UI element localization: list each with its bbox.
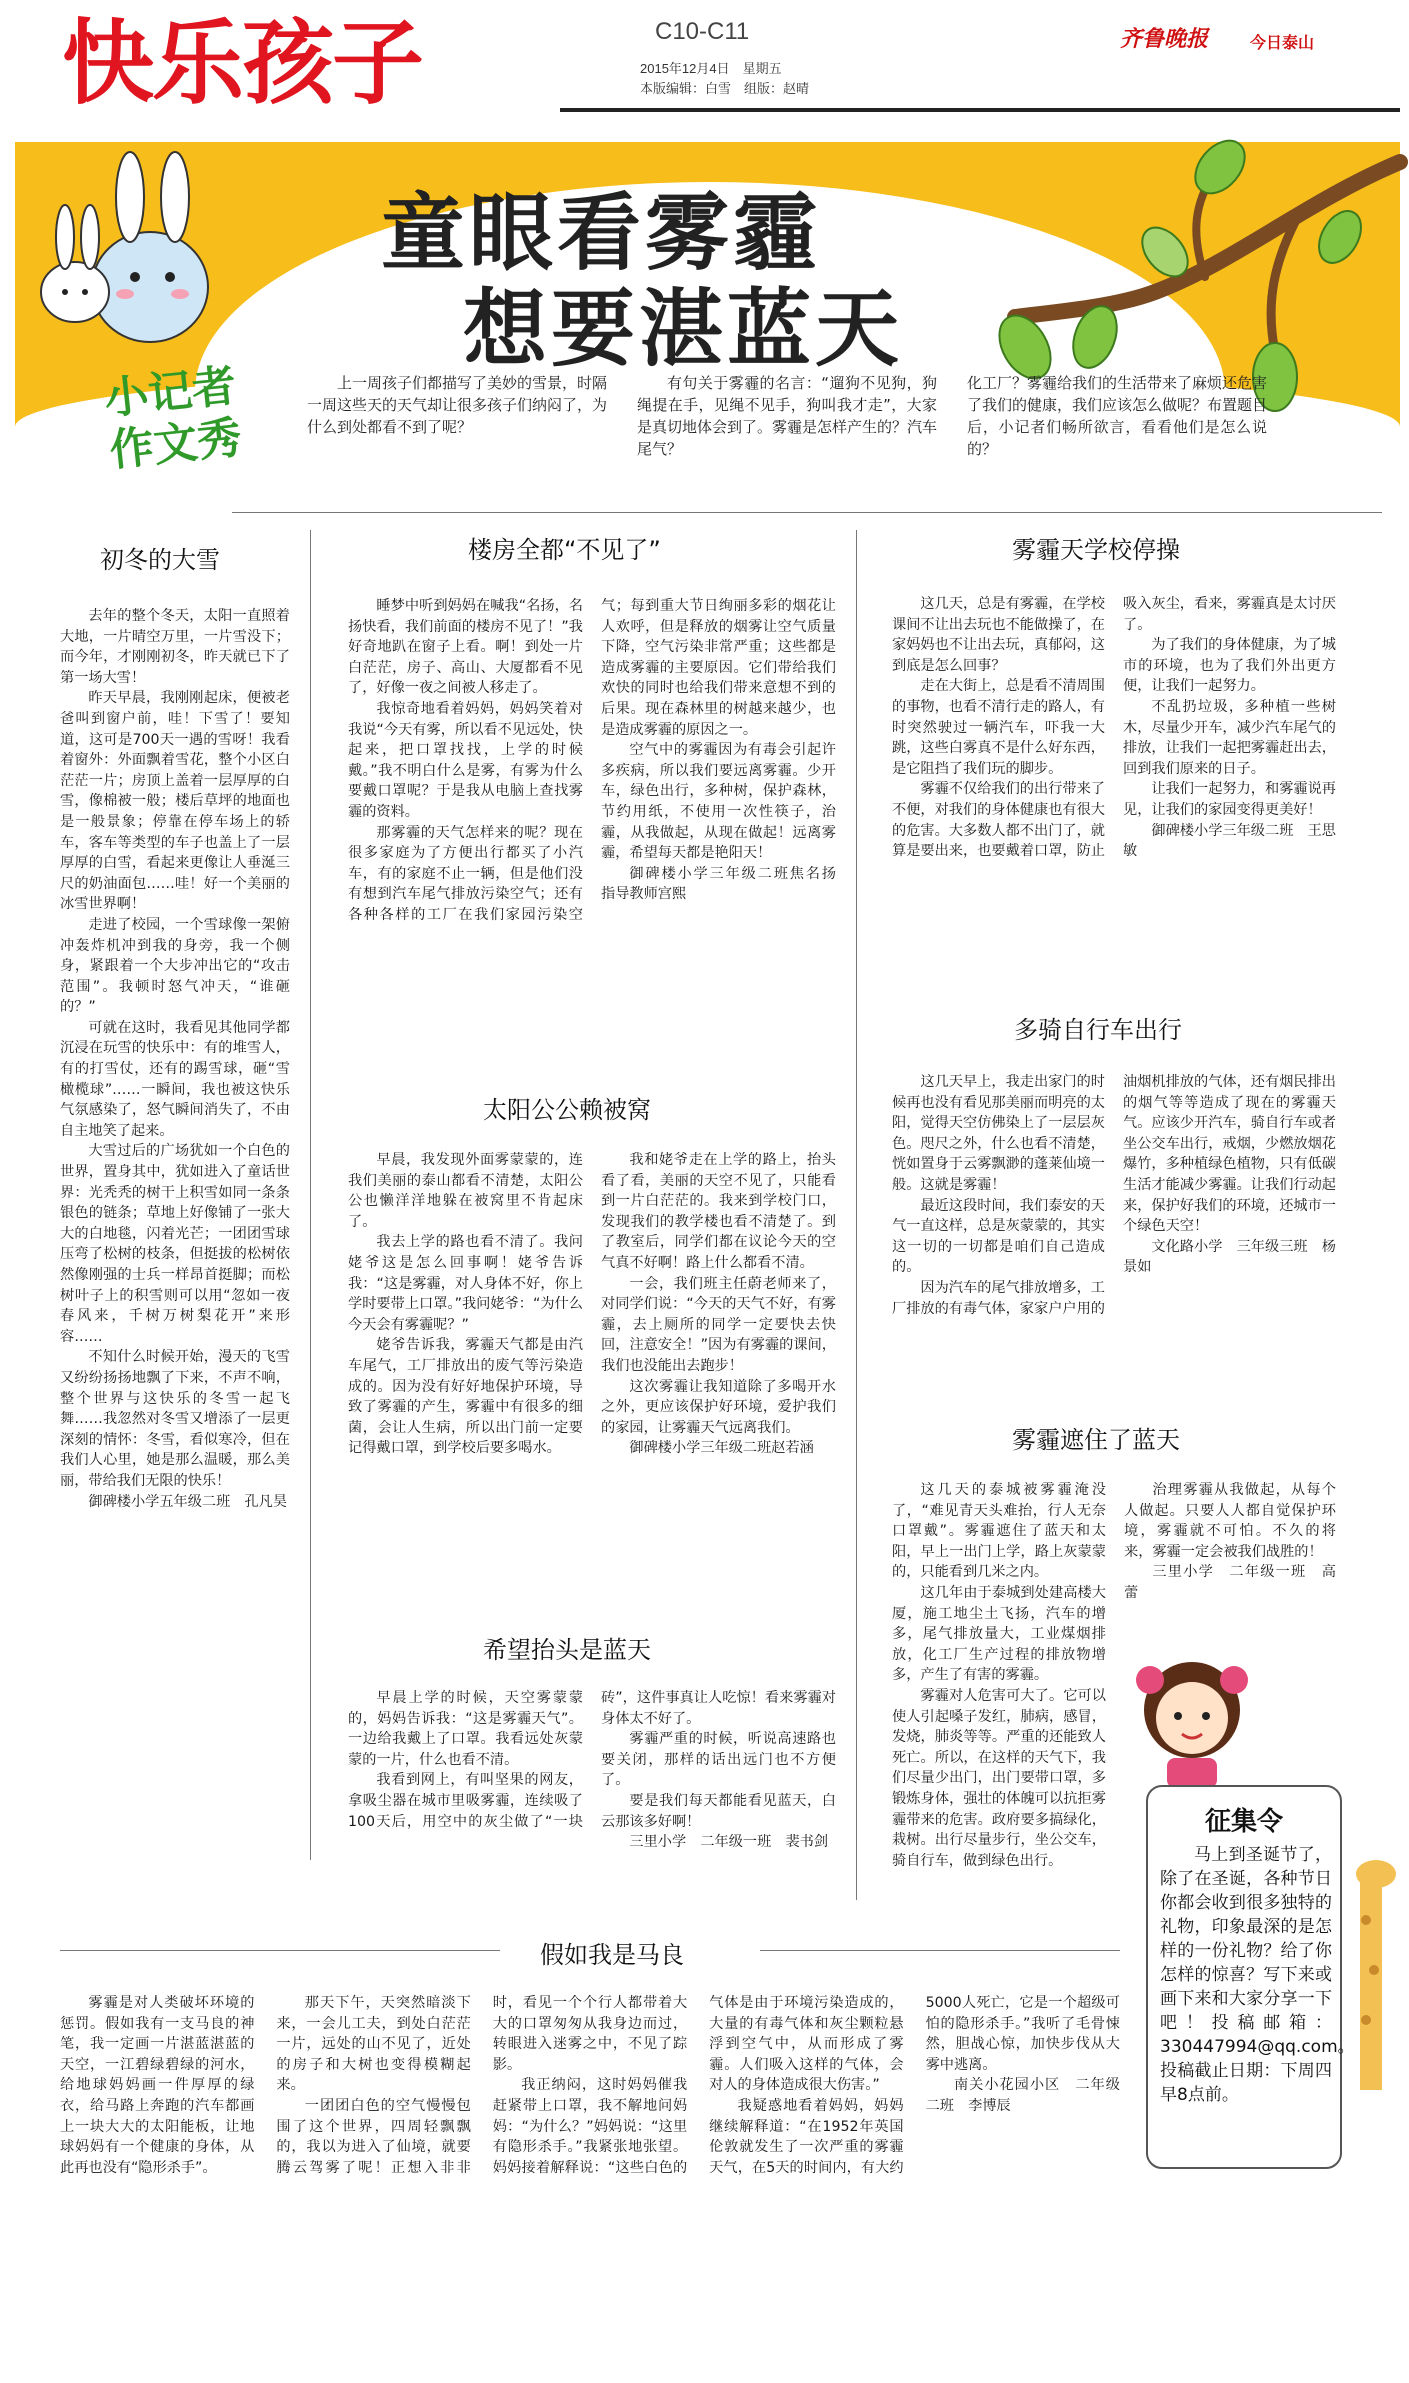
article-byline: 三里小学 二年级一班 高蕾 <box>1124 1564 1336 1601</box>
feature-headline-line2: 想要湛蓝天 <box>463 280 904 378</box>
issue-date: 2015年12月4日 星期五 <box>640 61 782 76</box>
article-body: 睡梦中听到妈妈在喊我“名扬，名扬快看，我们前面的楼房不见了！”我好奇地趴在窗子上看。啊！到处一片白茫茫，房子、高山、大厦都看不见了，好像一夜之间被人移走了。 我惊奇地看着妈妈，妈妈笑着对我说“今天有雾，所以看不见远处，快起来，把口罩找找，上学的时候戴。”我不明白什么是雾，有雾为什么要戴口罩呢？于是我从电脑上查找雾霾的资料。 那雾霾的天气怎样来的呢？现在很多家庭为了方便出行都买了小汽车，有的家庭不止一辆，但是他们没有想到汽车尾气排放污染空气；还有各种各样的工厂在我们家园污染空气；每到重大节日绚丽多彩的烟花让人欢呼，但是释放的烟雾让空气质量下降，空气污染非常严重；这些都是造成雾霾的主要原因。它们带给我们欢快的同时也给我们带来意想不到的后果。现在森林里的树越来越少，也是造成雾霾的原因之一。 空气中的雾霾因为有毒会引起许多疾病，所以我们要远离雾霾。少开车，绿色出行，多种树，保护森林，节约用纸，不使用一次性筷子，治霾，从我做起，从现在做起！远离雾霾，希望每天都是艳阳天！ 御碑楼小学三年级二班焦名扬 指导教师宫熙 <box>348 598 851 923</box>
page-range: C10-C11 <box>655 18 750 45</box>
article-byline: 三里小学 二年级一班 裴书剑 <box>629 1834 829 1851</box>
article-title: 雾霾天学校停操 <box>1012 536 1180 564</box>
column-tag: 小记者 作文秀 <box>101 360 244 477</box>
article-buildings-vanished <box>348 530 851 1060</box>
giraffe-icon <box>1340 1850 1400 2090</box>
article-body: 这几天早上，我走出家门的时候再也没有看见那美丽而明亮的太阳，觉得天空仿佛染上了一层层灰色。咫尺之外，什么也看不清楚，恍如置身于云雾飘渺的蓬莱仙境一般。这就是雾霾！ 最近这段时间，我们泰安的天气一直这样，总是灰蒙蒙的，其实这一切的一切都是咱们自己造成的。 因为汽车的尾气排放增多，工厂排放的有毒气体，家家户户用的油烟机排放的气体，还有烟民排出的烟气等等造成了现在的雾霾天气。应该少开汽车，骑自行车或者坐公交车出行，戒烟，少燃放烟花爆竹，多种植绿色植物，只有低碳生活才能减少雾霾。让我们行动起来，保护好我们的环境，还城市一个绿色天空！ 文化路小学 三年级三班 杨景如 <box>892 1074 1336 1317</box>
notice-body: 马上到圣诞节了，除了在圣诞，各种节日你都会收到很多独特的礼物，印象最深的是怎样的一份礼物？给了你怎样的惊喜？写下来或画下来和大家分享一下吧！投稿邮箱：330447994@qq.com。投稿截止日期：下周四早8点前。 <box>1160 1845 1355 2105</box>
newspaper-logo: 齐鲁晚报 <box>1120 26 1209 52</box>
call-for-submissions <box>1146 1785 1355 2169</box>
intro-paragraph-3: 化工厂？雾霾给我们的生活带来了麻烦还危害了我们的健康，我们应该怎么做呢？布置题目后，小记者们畅所欲言，看看他们是怎么说的？ <box>967 374 1268 458</box>
article-byline: 御碑楼小学五年级二班 孔凡昊 <box>88 1493 288 1510</box>
article-title: 希望抬头是蓝天 <box>483 1636 651 1664</box>
article-byline: 御碑楼小学三年级二班赵若涵 <box>629 1440 814 1457</box>
article-body: 这几天，总是有雾霾，在学校课间不让出去玩也不能做操了，在家妈妈也不让出去玩，真郁闷，这到底是怎么回事？ 走在大街上，总是看不清周围的事物，也看不清行走的路人，有时突然驶过一辆汽车，吓我一大跳，这些白雾真不是什么好东西，是它阻挡了我们玩的脚步。 雾霾不仅给我们的出行带来了不便，对我们的身体健康也有很大的危害。大多数人都不出门了，就算是要出来，也要戴着口罩，防止吸入灰尘，看来，雾霾真是太讨厌了。 为了我们的身体健康，为了城市的环境，也为了我们外出更方便，让我们一起努力。 不乱扔垃圾，多种植一些树木，尽量少开车，减少汽车尾气的排放，让我们一起把雾霾赶出去，回到我们原来的日子。 让我们一起努力，和雾霾说再见，让我们的家园变得更美好！ 御碑楼小学三年级二班 王思敏 <box>892 594 1336 978</box>
article-title: 多骑自行车出行 <box>1014 1016 1182 1044</box>
intro-paragraph-1: 上一周孩子们都描写了美妙的雪景，时隔一周这些天的天气却让很多孩子们纳闷了，为什么到处都看不到了呢？ <box>307 374 608 436</box>
article-byline: 文化路小学 三年级三班 杨景如 <box>1123 1238 1336 1276</box>
article-body-left: 这几天的泰城被雾霾淹没了，“难见青天头难抬，行人无奈口罩戴”。雾霾遮住了蓝天和太阳，早上一出门上学，路上灰蒙蒙的，只能看到几米之内。 这几年由于泰城到处建高楼大厦，施工地尘土飞扬，汽车的增多，尾气排放量大，工业煤烟排放，化工厂生产过程的排放物增多，产生了有害的雾霾。 雾霾对人危害可大了。它可以使人引起嗓子发红，肺病，感冒，发烧，肺炎等等。严重的还能致人死亡。所以，在这样的天气下，我们尽量少出门，出门要带口罩，多锻炼身体，强壮的体魄可以抗拒雾霾带来的危害。政府要多搞绿化，栽树。出行尽量步行，坐公交车，骑自行车，做到绿色出行。 <box>892 1482 1106 1869</box>
article-title: 雾霾遮住了蓝天 <box>1012 1426 1180 1454</box>
article-school-exercise-stopped <box>892 530 1336 980</box>
masthead <box>0 0 1409 140</box>
article-ride-bikes <box>892 1010 1336 1390</box>
column-rule-2 <box>856 530 857 1900</box>
page-bottom-margin <box>0 2348 1409 2383</box>
masthead-rule <box>560 108 1400 112</box>
notice-title: 征集令 <box>1204 1807 1283 1837</box>
article-title: 假如我是马良 <box>540 1941 684 1969</box>
article-byline: 御碑楼小学三年级二班焦名扬 指导教师宫熙 <box>601 865 851 903</box>
article-byline: 御碑楼小学三年级二班 王思敏 <box>1123 822 1336 860</box>
feature-banner <box>15 142 1400 512</box>
article-byline: 南关小花园小区 二年级二班 李博辰 <box>925 2077 1120 2114</box>
article-title: 太阳公公赖被窝 <box>483 1096 651 1124</box>
editor-credit: 本版编辑：白雪 组版：赵晴 <box>640 81 810 96</box>
article-hope-blue-sky <box>348 1630 836 1910</box>
article-body: 早晨上学的时候，天空雾蒙蒙的，妈妈告诉我：“这是雾霾天气”。一边给我戴上了口罩。我看远处灰蒙蒙的一片，什么也看不清。 我看到网上，有叫坚果的网友，拿吸尘器在城市里吸雾霾，连续吸了100天后，用空中的灰尘做了“一块砖”，这件事真让人吃惊！看来雾霾对身体太不好了。 雾霾严重的时候，听说高速路也要关闭，那样的话出远门也不方便了。 要是我们每天都能看见蓝天，白云那该多好啊！ 三里小学 二年级一班 裴书剑 <box>348 1688 836 1908</box>
article-title: 楼房全都“不见了” <box>468 536 661 564</box>
article-title: 初冬的大雪 <box>100 546 220 574</box>
article-body-right: 治理雾霾从我做起，从每个人做起。只要人人都自觉保护环境，雾霾就不可怕。不久的将来，雾霾一定会被我们战胜的！ 三里小学 二年级一班 高蕾 <box>1124 1480 1336 1680</box>
bunny-mascot-icon <box>35 152 265 352</box>
intro-paragraph-2: 有句关于雾霾的名言：“遛狗不见狗，狗绳提在手，见绳不见手，狗叫我才走”，大家是真切地体会到了。雾霾是怎样产生的？汽车尾气？ <box>637 374 938 458</box>
article-body: 早晨，我发现外面雾蒙蒙的，连我们美丽的泰山都看不清楚，太阳公公也懒洋洋地躲在被窝里不肯起床了。 我去上学的路也看不清了。我问姥爷这是怎么回事啊！姥爷告诉我：“这是雾霾，对人身体不好，你上学时要带上口罩。”我问姥爷：“为什么今天会有雾霾呢？” 姥爷告诉我，雾霾天气都是由汽车尾气，工厂排放出的废气等污染造成的。因为没有好好地保护环境，导致了雾霾的产生，雾霾中有很多的细菌，会让人生病，所以出门前一定要记得戴口罩，到学校后要多喝水。 我和姥爷走在上学的路上，抬头看了看，美丽的天空不见了，只能看到一片白茫茫的。我来到学校门口，发现我们的教学楼也看不清楚了。到了教室后，同学们都在议论今天的空气真不好啊！路上什么都看不清。 一会，我们班主任蔚老师来了，对同学们说：“今天的天气不好，有雾霾，去上厕所的同学一定要快去快回，注意安全！”因为有雾霾的课间，我们也没能出去跑步！ 这次雾霾让我知道除了多喝开水之外，更应该保护好环境，爱护我们的家园，让雾霾天气远离我们。 御碑楼小学三年级二班赵若涵 <box>348 1150 836 1598</box>
section-title: 快乐孩子 <box>62 10 423 117</box>
article-first-snow <box>60 540 290 1870</box>
article-if-i-were-ma-liang <box>60 1935 1120 2335</box>
feature-headline-line1: 童眼看雾霾 <box>381 184 822 282</box>
article-body: 雾霾是对人类破坏环境的惩罚。假如我有一支马良的神笔，我一定画一片湛蓝湛蓝的天空，一江碧绿碧绿的河水，给地球妈妈画一件厚厚的绿衣，给马路上奔跑的汽车都画上一块大大的太阳能板，让地球妈妈有一个健康的身体，从此再也没有“隐形杀手”。 那天下午，天突然暗淡下来，一会儿工夫，到处白茫茫一片，远处的山不见了，近处的房子和大树也变得模糊起来。 一团团白色的空气慢慢包围了这个世界，四周轻飘飘的，我以为进入了仙境，就要腾云驾雾了呢！正想入非非时，看见一个个行人都带着大大的口罩匆匆从我身边而过，转眼进入迷雾之中，不见了踪影。 我正纳闷，这时妈妈催我赶紧带上口罩，我不解地问妈妈：“为什么？”妈妈说：“这里有隐形杀手。”我紧张地张望。妈妈接着解释说：“这些白色的气体是由于环境污染造成的，大量的有毒气体和灰尘颗粒悬浮到空气中，从而形成了雾霾。人们吸入这样的气体，会对人的身体造成很大伤害。” 我疑惑地看着妈妈，妈妈继续解释道：“在1952年英国伦敦就发生了一次严重的雾霾天气，在5天的时间内，有大约5000人死亡，它是一个超级可怕的隐形杀手。”我听了毛骨悚然，胆战心惊，加快步伐从大雾中逃离。 南关小花园小区 二年级二班 李博辰 <box>60 1995 1120 2176</box>
article-sun-in-bed <box>348 1090 836 1600</box>
edition-name: 今日泰山 <box>1250 35 1315 52</box>
column-rule-1 <box>310 530 311 1860</box>
article-body: 去年的整个冬天，太阳一直照着大地，一片晴空万里，一片雪没下；而今年，才刚刚初冬，昨天就已下了第一场大雪！ 昨天早晨，我刚刚起床，便被老爸叫到窗户前，哇！下雪了！要知道，这可是700天一遇的雪呀！我看着窗外：外面飘着雪花，整个小区白茫茫一片；房顶上盖着一层厚厚的白雪，像棉被一般；楼后草坪的地面也是一般景象；停靠在停车场上的轿车，客车等类型的车子也盖上了一层厚厚的白雪，看起来更像让人垂涎三尺的奶油面包……哇！好一个美丽的冰雪世界啊！ 走进了校园，一个雪球像一架俯冲轰炸机冲到我的身旁，我一个侧身，紧跟着一个大步冲出它的“攻击范围”。我顿时怒气冲天，“谁砸的？” 可就在这时，我看见其他同学都沉浸在玩雪的快乐中：有的堆雪人，有的打雪仗，还有的踢雪球，砸“雪橄榄球”……一瞬间，我也被这快乐气氛感染了，怒气瞬间消失了，不由自主地笑了起来。 大雪过后的广场犹如一个白色的世界，置身其中，犹如进入了童话世界：光秃秃的树干上积雪如同一条条银色的链条；草地上好像铺了一张大大的白地毯，闪着光芒；一团团雪球压弯了松树的枝条，但挺拔的松树依然像刚强的士兵一样昂首挺脚；而松树叶子上的积雪则可以用“忽如一夜春风来，千树万树梨花开”来形容…… 不知什么时候开始，漫天的飞雪又纷纷扬扬地飘了下来，不声不响，整个世界与这快乐的冬雪一起飞舞……我忽然对冬雪又增添了一层更深刻的情怀：冬雪，看似寒冷，但在我们人心里，她是那么温暖，那么美丽，带给我们无限的快乐！ 御碑楼小学五年级二班 孔凡昊 <box>60 606 290 1866</box>
banner-divider <box>232 512 1382 513</box>
girl-mascot-icon <box>1112 1640 1272 1790</box>
